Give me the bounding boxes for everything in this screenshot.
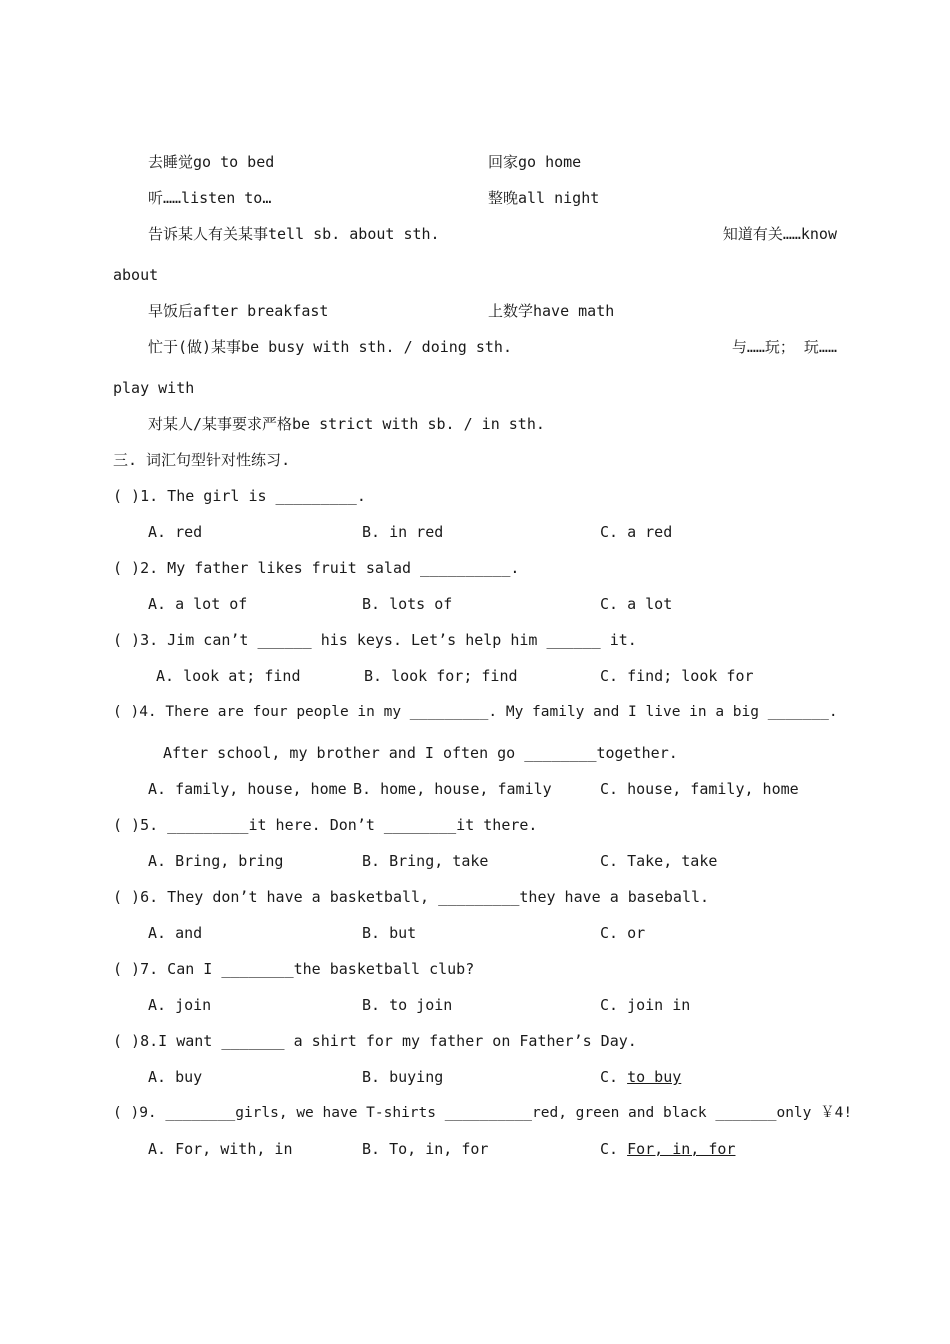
q4-option-a: A. family, house, home: [148, 780, 347, 798]
q3-option-a: A. look at; find: [156, 667, 301, 685]
q8-option-c-prefix: C.: [600, 1068, 628, 1086]
q4-option-c: C. house, family, home: [600, 780, 799, 798]
phrase-after-breakfast: 早饭后after breakfast: [148, 302, 329, 320]
question-4-continued: After school, my brother and I often go ________together.: [163, 744, 678, 762]
q8-option-c: [600, 1067, 681, 1087]
phrase-tell-sb-about-sth: 告诉某人有关某事tell sb. about sth.: [148, 225, 440, 243]
phrase-have-math: 上数学have math: [488, 302, 615, 320]
q7-option-c: C. join in: [600, 996, 691, 1014]
q9-option-a: A. For, with, in: [148, 1140, 293, 1158]
q3-option-b: B. look for; find: [364, 667, 518, 685]
section-title: 三. 词汇句型针对性练习.: [113, 451, 291, 469]
phrase-listen-to: 听……listen to…: [148, 189, 272, 207]
phrase-go-home: 回家go home: [488, 153, 582, 171]
q1-option-a: A. red: [148, 523, 203, 541]
q8-option-a: A. buy: [148, 1068, 203, 1086]
question-8: ( )8.I want _______ a shirt for my father on Father’s Day.: [113, 1032, 637, 1050]
phrase-all-night: 整晚all night: [488, 189, 600, 207]
q9-option-b: B. To, in, for: [362, 1140, 489, 1158]
question-6: ( )6. They don’t have a basketball, _________they have a baseball.: [113, 888, 710, 906]
q2-option-c: C. a lot: [600, 595, 673, 613]
q6-option-a: A. and: [148, 924, 203, 942]
q1-option-c: C. a red: [600, 523, 673, 541]
q7-option-b: B. to join: [362, 996, 453, 1014]
phrase-be-busy-with: 忙于(做)某事be busy with sth. / doing sth.: [148, 338, 512, 356]
q9-option-c-prefix: C.: [600, 1140, 628, 1158]
question-7: ( )7. Can I ________the basketball club?: [113, 960, 475, 978]
q8-option-c-underlined: to buy: [627, 1068, 682, 1086]
q5-option-b: B. Bring, take: [362, 852, 489, 870]
q6-option-c: C. or: [600, 924, 646, 942]
phrase-know-about-wrap: about: [113, 266, 159, 284]
q3-option-c: C. find; look for: [600, 667, 754, 685]
question-4: ( )4. There are four people in my _________. My family and I live in a big _______.: [113, 704, 838, 720]
q1-option-b: B. in red: [362, 523, 444, 541]
q6-option-b: B. but: [362, 924, 417, 942]
q7-option-a: A. join: [148, 996, 212, 1014]
q2-option-a: A. a lot of: [148, 595, 248, 613]
question-1: ( )1. The girl is _________.: [113, 487, 366, 505]
q9-option-c-underlined: For, in, for: [627, 1140, 736, 1158]
phrase-play-with: 与……玩； 玩……: [731, 338, 837, 356]
q9-option-c: [600, 1139, 735, 1159]
q5-option-c: C. Take, take: [600, 852, 718, 870]
phrase-go-to-bed: 去睡觉go to bed: [148, 153, 275, 171]
question-3: ( )3. Jim can’t ______ his keys. Let’s help him ______ it.: [113, 631, 637, 649]
question-2: ( )2. My father likes fruit salad __________.: [113, 559, 520, 577]
q4-option-b: B. home, house, family: [353, 780, 552, 798]
phrase-play-with-wrap: play with: [113, 379, 195, 397]
q5-option-a: A. Bring, bring: [148, 852, 284, 870]
question-9: ( )9. ________girls, we have T-shirts __________red, green and black _______only ￥4!: [113, 1105, 853, 1121]
question-5: ( )5. _________it here. Don’t ________it there.: [113, 816, 538, 834]
q8-option-b: B. buying: [362, 1068, 444, 1086]
q2-option-b: B. lots of: [362, 595, 453, 613]
phrase-know-about: 知道有关……know: [722, 225, 837, 243]
phrase-be-strict-with: 对某人/某事要求严格be strict with sb. / in sth.: [148, 415, 545, 433]
